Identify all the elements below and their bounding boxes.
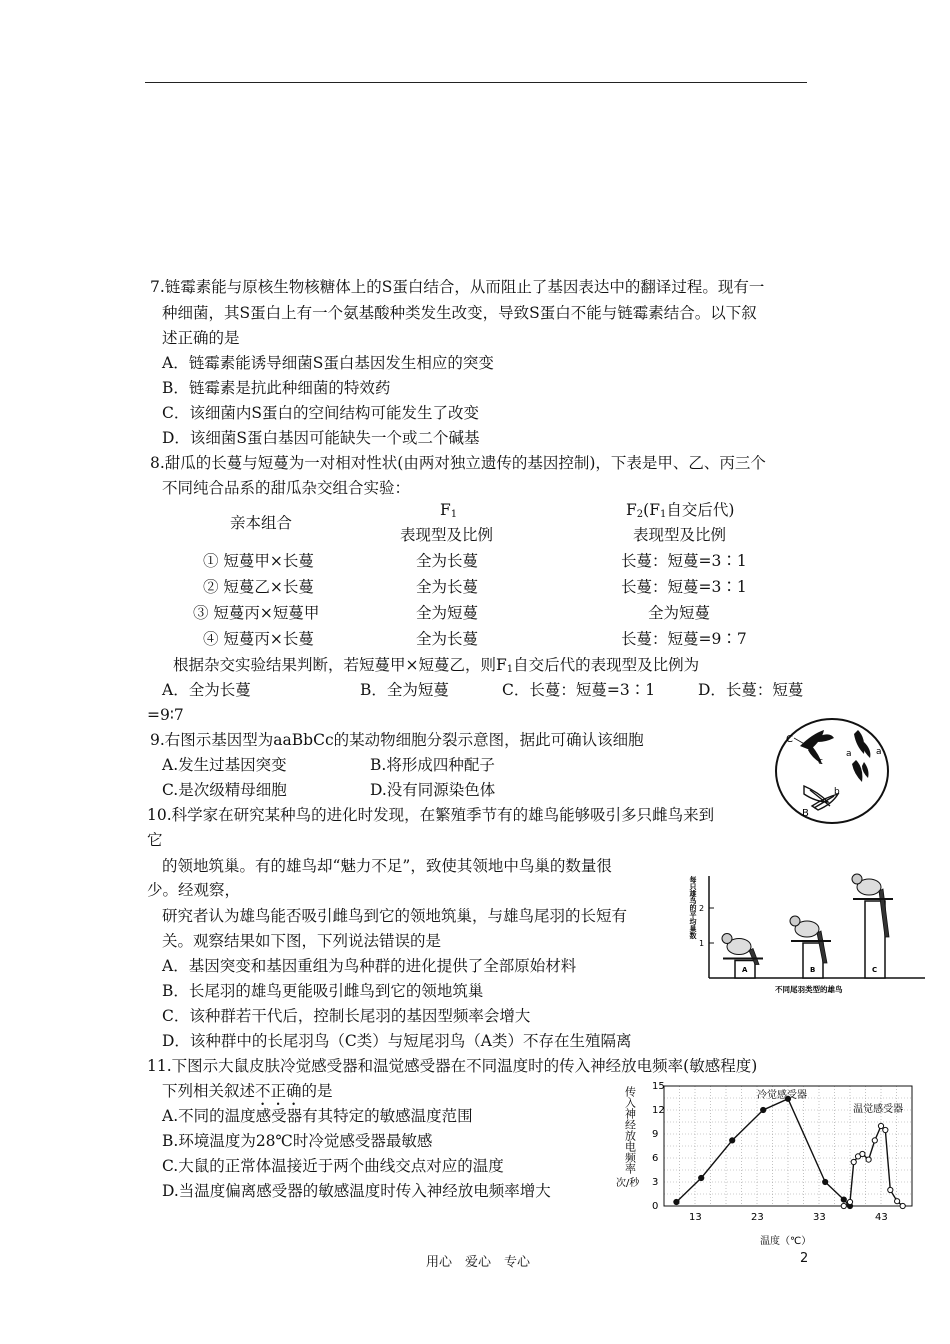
temp-chart-xlabel: 温度（℃） <box>760 1236 812 1247</box>
q10-stem-line-1: 10.科学家在研究某种鸟的进化时发现，在繁殖季节有的雄鸟能够吸引多只雌鸟来到 <box>147 806 715 824</box>
temp-ytick-label: 15 <box>652 1081 665 1092</box>
q8-header-f2-sub: 表现型及比例 <box>633 526 727 544</box>
q8-row-4-f1: 全为长蔓 <box>416 630 479 648</box>
q11-stem-line-2: 下列相关叙述不正确的是 <box>162 1082 333 1100</box>
series-point-1 <box>900 1203 905 1208</box>
q8-row-3-parent: ③ 短蔓丙×短蔓甲 <box>193 604 320 622</box>
temp-ytick-label: 6 <box>652 1153 659 1164</box>
legend-warm-receptor: 温觉感受器 <box>853 1104 904 1115</box>
q9-stem: 9.右图示基因型为aaBbCc的某动物细胞分裂示意图，据此可确认该细胞 <box>150 731 644 749</box>
temp-ytick-label: 9 <box>652 1129 659 1140</box>
series-line-0 <box>676 1099 850 1206</box>
temp-xtick-label: 23 <box>751 1212 764 1223</box>
series-point-0 <box>699 1175 704 1180</box>
bird-ytick-label: 1 <box>699 939 705 948</box>
q8-row-4-parent: ④ 短蔓丙×长蔓 <box>203 630 314 648</box>
label-B: B <box>802 808 809 819</box>
bird-bar-label-A: A <box>742 966 748 974</box>
q9-cell-diagram <box>772 716 892 826</box>
q11-option-d: D.当温度偏离感受器的敏感温度时传入神经放电频率增大 <box>162 1182 551 1200</box>
bird-bar-label-C: C <box>872 966 878 974</box>
q10-option-a: A．基因突变和基因重组为鸟种群的进化提供了全部原始材料 <box>162 957 577 975</box>
series-point-1 <box>847 1199 852 1204</box>
temp-xtick-label: 43 <box>875 1212 888 1223</box>
q8-row-1-parent: ① 短蔓甲×长蔓 <box>203 552 314 570</box>
q8-header-f1: $F_1$ <box>440 501 458 520</box>
q11-stem-line-1: 11.下图示大鼠皮肤冷觉感受器和温觉感受器在不同温度时的传入神经放电频率(敏感程度) <box>147 1057 758 1075</box>
q8-header-f2: $F_2(F_1$自交后代) <box>626 501 735 520</box>
header-rule <box>145 82 807 83</box>
q8-row-1-f1: 全为长蔓 <box>416 552 479 570</box>
q10-stem-line-2: 它 <box>147 831 163 849</box>
q10-option-b: B．长尾羽的雄鸟更能吸引雌鸟到它的领地筑巢 <box>162 982 484 1000</box>
label-a-1: a <box>846 749 852 759</box>
q8-header-f1-sub: 表现型及比例 <box>400 526 494 544</box>
series-point-1 <box>895 1199 900 1204</box>
series-point-1 <box>883 1127 888 1132</box>
q8-header-parent: 亲本组合 <box>230 514 293 532</box>
q8-option-d-cont: =9∶7 <box>147 706 184 724</box>
temp-xtick-label: 13 <box>689 1212 702 1223</box>
series-point-1 <box>841 1203 846 1208</box>
q8-row-3-f1: 全为短蔓 <box>416 604 479 622</box>
q8-stem-line-2: 不同纯合品系的甜瓜杂交组合实验： <box>162 479 411 497</box>
series-point-1 <box>888 1187 893 1192</box>
series-point-0 <box>823 1179 828 1184</box>
label-b: b <box>834 787 840 797</box>
series-point-1 <box>860 1151 865 1156</box>
q8-row-3-f2: 全为短蔓 <box>648 604 711 622</box>
temp-ytick-label: 12 <box>652 1105 665 1116</box>
q10-option-c: C．该种群若干代后，控制长尾羽的基因型频率会增大 <box>162 1007 531 1025</box>
q9-option-c: C.是次级精母细胞 <box>162 781 287 799</box>
legend-cold-receptor: 冷觉感受器 <box>757 1090 807 1101</box>
q8-stem-line-1: 8.甜瓜的长蔓与短蔓为一对相对性状(由两对独立遗传的基因控制)，下表是甲、乙、丙三个 <box>150 454 766 472</box>
series-point-1 <box>872 1138 877 1143</box>
q11-temperature-chart <box>612 1076 924 1250</box>
q7-option-c: C．该细菌内S蛋白的空间结构可能发生了改变 <box>162 404 479 422</box>
q10-option-d: D．该种群中的长尾羽鸟（C类）与短尾羽鸟（A类）不存在生殖隔离 <box>162 1032 632 1050</box>
series-point-0 <box>730 1138 735 1143</box>
q9-option-d: D.没有同源染色体 <box>370 781 496 799</box>
q10-stem-line-5: 研究者认为雄鸟能否吸引雌鸟到它的领地筑巢，与雄鸟尾羽的长短有 <box>162 907 628 925</box>
q9-option-b: B.将形成四种配子 <box>370 756 495 774</box>
q11-option-b: B.环境温度为28℃时冷觉感受器最敏感 <box>162 1132 433 1150</box>
footer-motto: 用心 爱心 专心 <box>426 1255 531 1270</box>
bird-ytick-label: 2 <box>699 904 705 913</box>
series-point-1 <box>851 1159 856 1164</box>
label-C: C <box>786 734 793 745</box>
temp-ytick-label: 3 <box>652 1177 659 1188</box>
series-point-1 <box>878 1123 883 1128</box>
q8-row-4-f2: 长蔓：短蔓=9∶7 <box>621 630 747 648</box>
page-number: 2 <box>800 1251 809 1266</box>
q8-row-2-parent: ② 短蔓乙×长蔓 <box>203 578 314 596</box>
q7-stem-line-3: 述正确的是 <box>162 329 240 347</box>
temp-ytick-label: 0 <box>652 1201 659 1212</box>
q7-option-d: D．该细菌S蛋白基因可能缺失一个或二个碱基 <box>162 429 480 447</box>
temp-chart-ylabel: 传入神经放电频率 <box>623 1086 637 1174</box>
q10-stem-line-6: 关。观察结果如下图，下列说法错误的是 <box>162 932 442 950</box>
q7-stem-line-2: 种细菌，其S蛋白上有一个氨基酸种类发生改变，导致S蛋白不能与链霉素结合。以下叙 <box>162 304 757 322</box>
q9-option-a: A.发生过基因突变 <box>162 756 287 774</box>
series-point-0 <box>761 1107 766 1112</box>
q8-question: 根据杂交实验结果判断，若短蔓甲×短蔓乙，则$F_1$自交后代的表现型及比例为 <box>173 656 700 675</box>
q11-option-c: C.大鼠的正常体温接近于两个曲线交点对应的温度 <box>162 1157 504 1175</box>
q10-stem-line-4: 少。经观察， <box>147 881 241 899</box>
q8-option-c: C．长蔓：短蔓=3∶1 <box>502 681 656 699</box>
q8-option-b: B．全为短蔓 <box>360 681 449 699</box>
label-c: c <box>818 757 823 767</box>
temp-xtick-label: 33 <box>813 1212 826 1223</box>
bird-chart-xlabel: 不同尾羽类型的雄鸟 <box>775 985 843 994</box>
q7-option-b: B．链霉素是抗此种细菌的特效药 <box>162 379 391 397</box>
series-point-0 <box>674 1199 679 1204</box>
bird-bar-label-B: B <box>810 966 816 974</box>
q8-option-a: A．全为长蔓 <box>162 681 251 699</box>
q8-row-1-f2: 长蔓：短蔓=3∶1 <box>621 552 747 570</box>
series-point-1 <box>866 1157 871 1162</box>
q7-stem-line-1: 7.链霉素能与原核生物核糖体上的S蛋白结合，从而阻止了基因表达中的翻译过程。现有一 <box>150 278 765 296</box>
q7-option-a: A．链霉素能诱导细菌S蛋白基因发生相应的突变 <box>162 354 494 372</box>
q10-bird-chart <box>685 868 930 998</box>
q10-stem-line-3: 的领地筑巢。有的雄鸟却“魅力不足”，致使其领地中鸟巢的数量很 <box>162 857 612 875</box>
q8-row-2-f2: 长蔓：短蔓=3∶1 <box>621 578 747 596</box>
q8-row-2-f1: 全为长蔓 <box>416 578 479 596</box>
q11-option-a: A.不同的温度感受器有其特定的敏感温度范围 <box>162 1107 473 1125</box>
temp-chart-yunit: 次/秒 <box>616 1178 640 1189</box>
q8-option-d: D．长蔓：短蔓 <box>698 681 804 699</box>
series-point-0 <box>841 1197 846 1202</box>
bird-chart-ylabel: 每只雄鸟的平均巢数 <box>689 876 697 939</box>
label-a-2: a <box>876 747 882 757</box>
